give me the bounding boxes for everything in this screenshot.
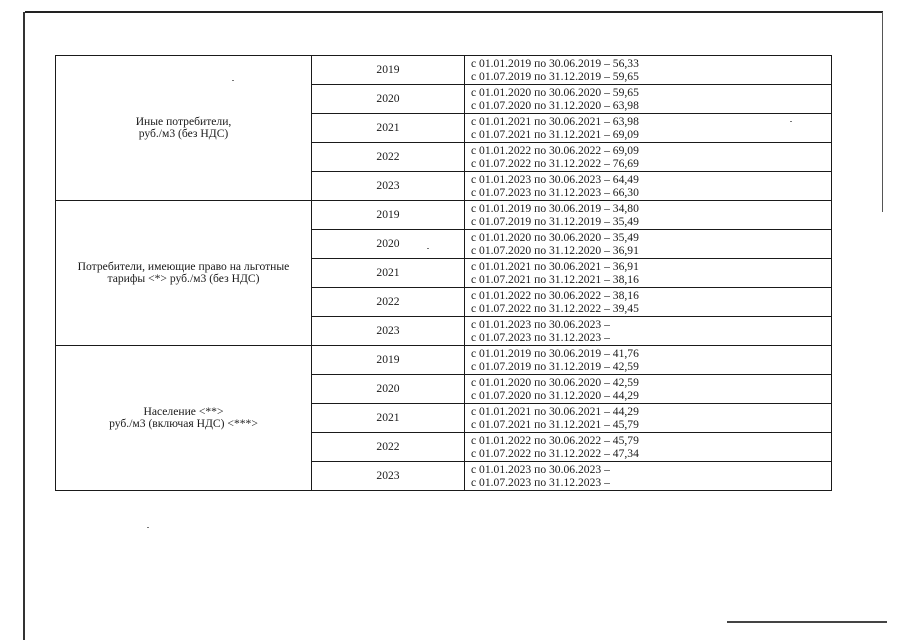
tariff-second-half: с 01.07.2020 по 31.12.2020 – 63,98 <box>471 99 639 112</box>
tariff-second-half: с 01.07.2022 по 31.12.2022 – 76,69 <box>471 157 639 170</box>
category-unit: тарифы <*> руб./м3 (без НДС) <box>107 272 260 285</box>
tariff-first-half: с 01.01.2022 по 30.06.2022 – 38,16 <box>471 289 639 302</box>
tariff-second-half: с 01.07.2022 по 31.12.2022 – 47,34 <box>471 447 639 460</box>
tariff-second-half: с 01.07.2023 по 31.12.2023 – <box>471 331 610 344</box>
table-row <box>56 346 832 375</box>
tariff-first-half: с 01.01.2023 по 30.06.2023 – <box>471 318 610 331</box>
tariff-first-half: с 01.01.2022 по 30.06.2022 – 45,79 <box>471 434 639 447</box>
year-cell: 2019 <box>312 201 465 230</box>
category-unit: руб./м3 (без НДС) <box>138 127 229 140</box>
category-cell <box>56 201 312 346</box>
tariff-second-half: с 01.07.2023 по 31.12.2023 – <box>471 476 610 489</box>
tariff-first-half: с 01.01.2020 по 30.06.2020 – 59,65 <box>471 86 639 99</box>
tariff-cell <box>465 433 832 462</box>
year-cell: 2020 <box>312 85 465 114</box>
scan-speck <box>147 527 149 528</box>
tariff-second-half: с 01.07.2022 по 31.12.2022 – 39,45 <box>471 302 639 315</box>
tariff-second-half: с 01.07.2021 по 31.12.2021 – 69,09 <box>471 128 639 141</box>
year-cell: 2019 <box>312 56 465 85</box>
tariff-first-half: с 01.01.2023 по 30.06.2023 – <box>471 463 610 476</box>
tariff-second-half: с 01.07.2019 по 31.12.2019 – 35,49 <box>471 215 639 228</box>
scan-border-top <box>25 11 883 13</box>
tariff-first-half: с 01.01.2019 по 30.06.2019 – 56,33 <box>471 57 639 70</box>
category-label: Население <**> <box>143 404 224 418</box>
tariff-cell <box>465 404 832 433</box>
tariff-second-half: с 01.07.2020 по 31.12.2020 – 44,29 <box>471 389 639 402</box>
tariff-cell <box>465 201 832 230</box>
tariff-first-half: с 01.01.2019 по 30.06.2019 – 41,76 <box>471 347 639 360</box>
tariff-cell <box>465 172 832 201</box>
tariff-cell <box>465 288 832 317</box>
tariff-cell <box>465 317 832 346</box>
table-row <box>56 56 832 85</box>
category-cell <box>56 56 312 201</box>
tariff-second-half: с 01.07.2020 по 31.12.2020 – 36,91 <box>471 244 639 257</box>
category-label: Потребители, имеющие право на льготные <box>77 259 290 273</box>
tariff-first-half: с 01.01.2022 по 30.06.2022 – 69,09 <box>471 144 639 157</box>
tariff-first-half: с 01.01.2023 по 30.06.2023 – 64,49 <box>471 173 639 186</box>
year-cell: 2023 <box>312 172 465 201</box>
year-cell: 2023 <box>312 462 465 491</box>
tariff-first-half: с 01.01.2021 по 30.06.2021 – 44,29 <box>471 405 639 418</box>
tariff-cell <box>465 259 832 288</box>
year-cell: 2020 <box>312 375 465 404</box>
scan-border-left <box>23 12 25 640</box>
tariff-cell <box>465 114 832 143</box>
tariff-first-half: с 01.01.2021 по 30.06.2021 – 63,98 <box>471 115 639 128</box>
table-row <box>56 201 832 230</box>
year-cell: 2022 <box>312 433 465 462</box>
year-cell: 2023 <box>312 317 465 346</box>
tariff-second-half: с 01.07.2023 по 31.12.2023 – 66,30 <box>471 186 639 199</box>
category-label: Иные потребители, <box>135 114 232 128</box>
category-cell <box>56 346 312 491</box>
tariff-first-half: с 01.01.2020 по 30.06.2020 – 35,49 <box>471 231 639 244</box>
tariff-table <box>55 55 832 491</box>
category-unit: руб./м3 (включая НДС) <***> <box>109 417 258 430</box>
tariff-second-half: с 01.07.2019 по 31.12.2019 – 42,59 <box>471 360 639 373</box>
tariff-cell <box>465 375 832 404</box>
year-cell: 2021 <box>312 404 465 433</box>
tariff-first-half: с 01.01.2019 по 30.06.2019 – 34,80 <box>471 202 639 215</box>
tariff-first-half: с 01.01.2020 по 30.06.2020 – 42,59 <box>471 376 639 389</box>
scan-border-bottom <box>727 621 887 623</box>
tariff-second-half: с 01.07.2021 по 31.12.2021 – 38,16 <box>471 273 639 286</box>
year-cell: 2022 <box>312 143 465 172</box>
tariff-cell <box>465 85 832 114</box>
year-cell: 2022 <box>312 288 465 317</box>
year-cell: 2019 <box>312 346 465 375</box>
tariff-cell <box>465 143 832 172</box>
year-cell: 2021 <box>312 114 465 143</box>
tariff-second-half: с 01.07.2021 по 31.12.2021 – 45,79 <box>471 418 639 431</box>
tariff-second-half: с 01.07.2019 по 31.12.2019 – 59,65 <box>471 70 639 83</box>
scan-border-right <box>882 12 883 212</box>
year-cell: 2021 <box>312 259 465 288</box>
tariff-cell <box>465 230 832 259</box>
tariff-first-half: с 01.01.2021 по 30.06.2021 – 36,91 <box>471 260 639 273</box>
tariff-cell <box>465 56 832 85</box>
tariff-cell <box>465 346 832 375</box>
tariff-cell <box>465 462 832 491</box>
year-cell: 2020 <box>312 230 465 259</box>
